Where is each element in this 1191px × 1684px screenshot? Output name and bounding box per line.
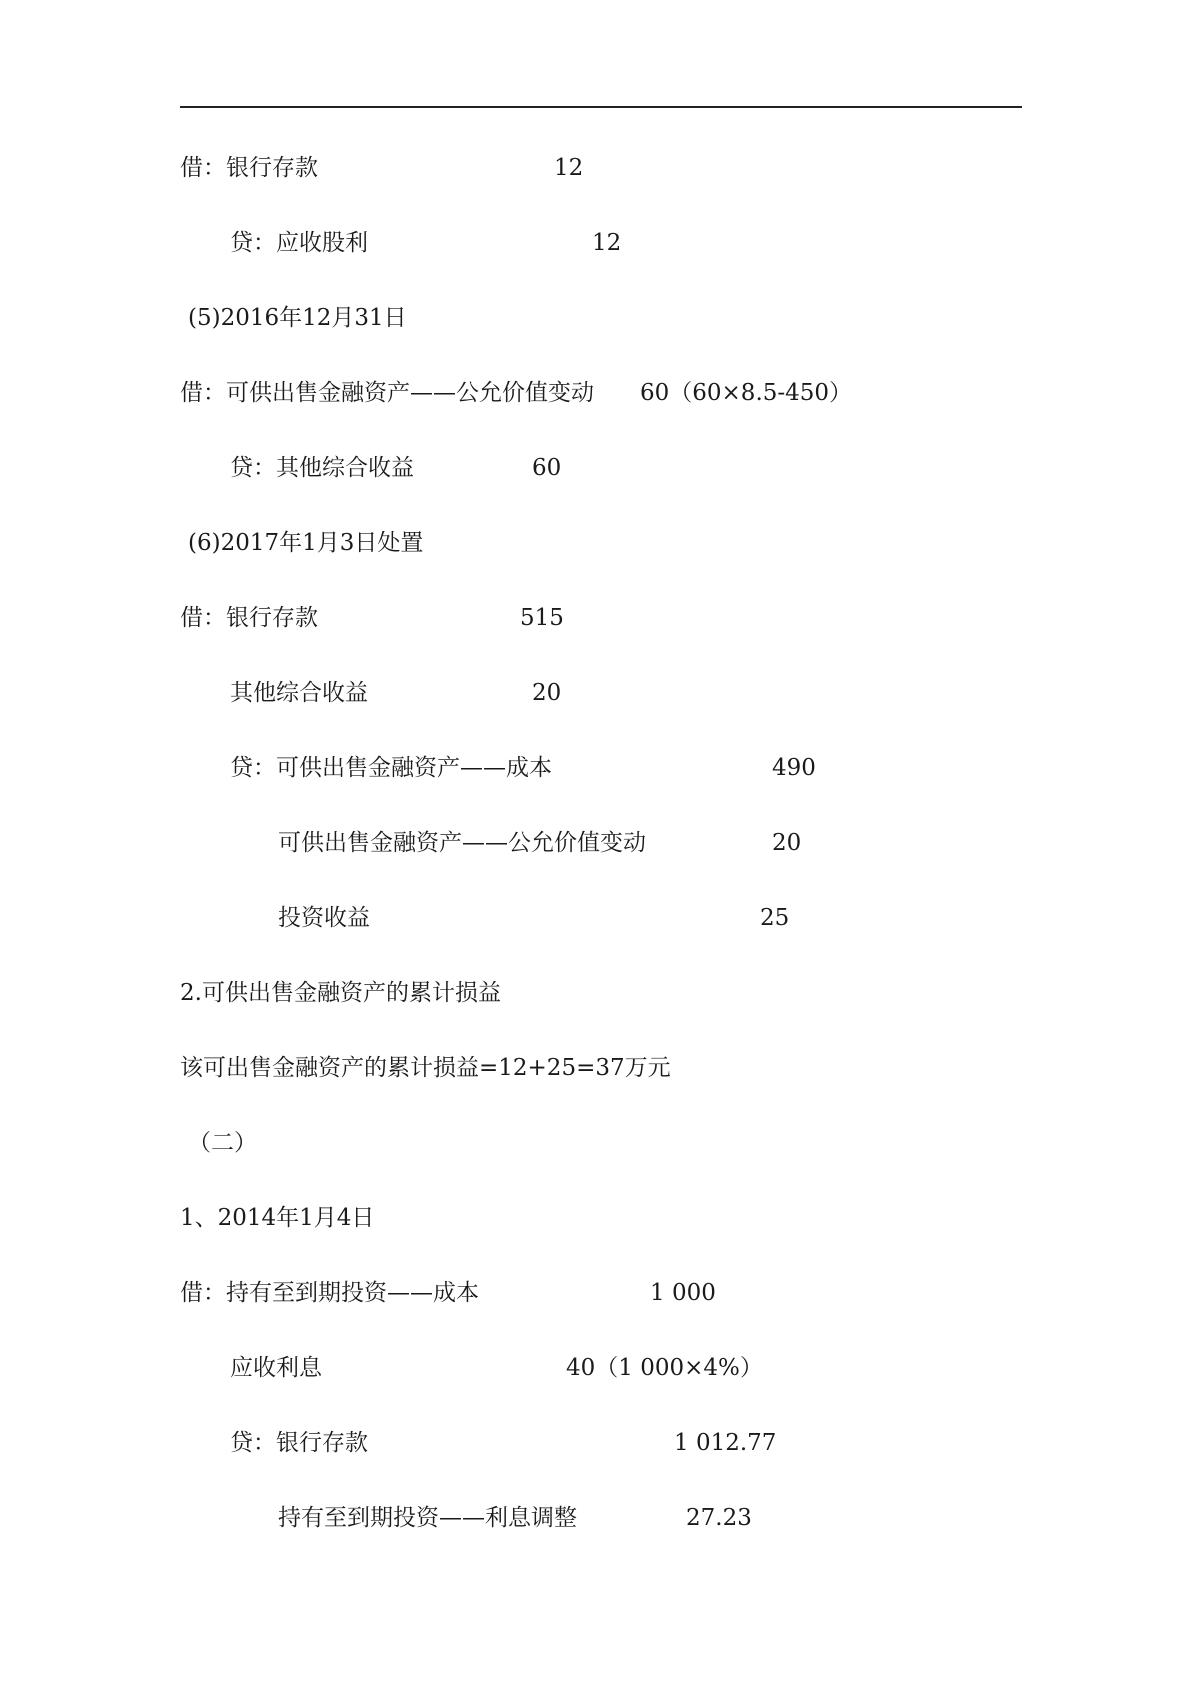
entry-line: 应收利息	[230, 1355, 322, 1381]
entry-line: 贷：其他综合收益	[230, 455, 414, 481]
entry-amount: 25	[760, 905, 790, 931]
entry-amount: 60（60×8.5-450）	[640, 380, 853, 406]
entry-line: 贷：可供出售金融资产——成本	[230, 755, 552, 781]
section-heading: (6)2017年1月3日处置	[188, 530, 424, 556]
section-heading: （二）	[188, 1130, 257, 1156]
entry-line: 借：可供出售金融资产——公允价值变动	[180, 380, 594, 406]
entry-line: 持有至到期投资——利息调整	[278, 1505, 577, 1531]
entry-amount: 20	[772, 830, 802, 856]
entry-amount: 40（1 000×4%）	[566, 1355, 763, 1381]
entry-line: 借：银行存款	[180, 155, 318, 181]
section-heading: (5)2016年12月31日	[188, 305, 407, 331]
entry-line: 贷：银行存款	[230, 1430, 368, 1456]
entry-amount: 1 012.77	[674, 1430, 777, 1456]
entry-amount: 515	[520, 605, 564, 631]
entry-line: 借：持有至到期投资——成本	[180, 1280, 479, 1306]
entry-line: 贷：应收股利	[230, 230, 368, 256]
entry-amount: 20	[532, 680, 562, 706]
section-heading: 1、2014年1月4日	[180, 1205, 375, 1231]
entry-line: 其他综合收益	[230, 680, 368, 706]
entry-amount: 490	[772, 755, 816, 781]
entry-amount: 1 000	[650, 1280, 716, 1306]
entry-line: 投资收益	[278, 905, 370, 931]
entry-amount: 12	[592, 230, 622, 256]
section-heading: 2.可供出售金融资产的累计损益	[180, 980, 501, 1006]
entry-amount: 60	[532, 455, 562, 481]
summary-text: 该可出售金融资产的累计损益=12+25=37万元	[180, 1055, 671, 1081]
entry-amount: 12	[554, 155, 584, 181]
entry-line: 可供出售金融资产——公允价值变动	[278, 830, 646, 856]
entry-line: 借：银行存款	[180, 605, 318, 631]
entry-amount: 27.23	[686, 1505, 752, 1531]
header-rule	[180, 106, 1022, 108]
